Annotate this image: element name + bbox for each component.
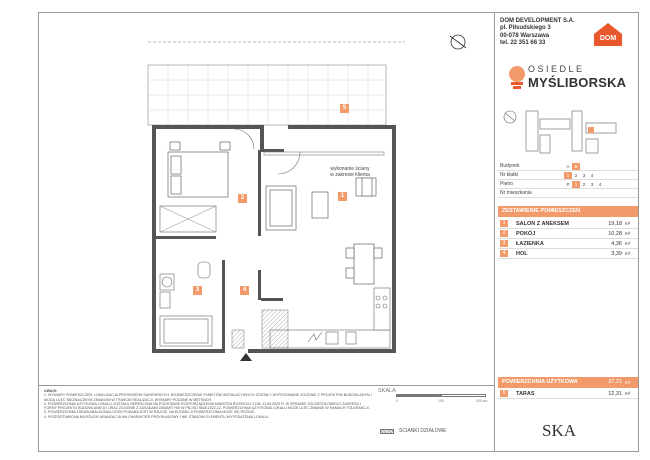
dom-logo-text: DOM bbox=[599, 35, 617, 42]
developer-city: 00-078 Warszawa bbox=[500, 32, 550, 39]
walls-legend bbox=[380, 428, 447, 434]
room-area: 10,28 bbox=[608, 230, 622, 237]
cell: 2 bbox=[582, 181, 586, 187]
plan-note: wykonanie ściany w zakresie klienta bbox=[330, 166, 370, 178]
notes-divider bbox=[38, 385, 495, 386]
terrace-name: TARAS bbox=[516, 390, 535, 397]
scale-tick-0: 0 bbox=[396, 399, 398, 403]
notes-block bbox=[44, 389, 374, 419]
building-info-table bbox=[498, 162, 638, 198]
floor-plan bbox=[120, 30, 460, 370]
room-row bbox=[498, 229, 638, 239]
row-label: Piętro bbox=[500, 181, 514, 187]
terrace-area: 12,31 bbox=[608, 390, 622, 397]
room-num: 2 bbox=[500, 230, 508, 237]
dom-logo bbox=[592, 20, 624, 48]
room-label-4: 4 bbox=[240, 286, 249, 295]
row-budynek bbox=[498, 162, 638, 171]
terrace-unit: m² bbox=[625, 391, 631, 396]
room-name: SALON Z ANEKSEM bbox=[516, 220, 569, 227]
row-label: Budynek bbox=[500, 163, 520, 169]
room-name: HOL bbox=[516, 250, 528, 257]
developer-street: pl. Piłsudskiego 3 bbox=[500, 25, 551, 32]
usable-area bbox=[498, 377, 638, 388]
scale-tick-200: 200 cm bbox=[476, 399, 488, 403]
note-2: 2. POWIERZCHNIA UŻYTKOWA LOKALU ZOSTAŁA OKREŚLONA NA PODSTAWIE ROZPORZĄDZENIA MINISTRA ROZWOJU Z DN. 11.09.2020 R. W SPRAWIE SZCZEGÓŁOWEGO ZAKRESU I FORMY PROJEKTU BUDOWLANEGO ORAZ ZGODNIE Z ZASADAMI ZAWARTYMI W PN-ISO 9836:2022-12. POWIERZCHNIA UŻYTKOWA LOKALU MOŻE ULEC ZMIANIE W RAMACH TOLERANCJI. bbox=[44, 401, 370, 411]
project-logo-icon bbox=[508, 64, 526, 94]
room-label-5: 5 bbox=[340, 104, 349, 113]
project-logo bbox=[508, 62, 633, 98]
room-unit: m² bbox=[625, 231, 631, 236]
site-key-plan bbox=[498, 105, 638, 160]
room-label-3: 3 bbox=[193, 286, 202, 295]
room-label-1: 1 bbox=[338, 192, 347, 201]
cell: 2 bbox=[574, 172, 578, 178]
row-klatka bbox=[498, 171, 638, 180]
developer-info bbox=[500, 18, 600, 47]
ska-logo bbox=[540, 418, 580, 440]
terrace-row bbox=[498, 389, 638, 399]
cell: 3 bbox=[590, 181, 594, 187]
room-row bbox=[498, 219, 638, 229]
room-area: 19,18 bbox=[608, 220, 622, 227]
scale-tick-100: 100 bbox=[438, 399, 444, 403]
row-label: Nr klatki bbox=[500, 172, 519, 178]
row-nr-mieszkania bbox=[498, 189, 638, 198]
room-unit: m² bbox=[625, 251, 631, 256]
room-label-2: 2 bbox=[238, 194, 247, 203]
cell: 4 bbox=[598, 181, 602, 187]
scale-bar bbox=[378, 388, 490, 408]
row-pietro bbox=[498, 180, 638, 189]
scale-graphic bbox=[396, 394, 486, 397]
rooms-list bbox=[498, 219, 638, 259]
terrace-num: 5 bbox=[500, 390, 508, 397]
cell: 4 bbox=[590, 172, 594, 178]
room-num: 1 bbox=[500, 220, 508, 227]
room-row bbox=[498, 239, 638, 249]
cell: P bbox=[566, 181, 570, 187]
cell: A bbox=[566, 163, 570, 169]
room-unit: m² bbox=[625, 241, 631, 246]
room-num: 3 bbox=[500, 240, 508, 247]
room-num: 4 bbox=[500, 250, 508, 257]
usable-area-unit: m² bbox=[625, 380, 631, 385]
cell-active: B bbox=[572, 163, 580, 170]
developer-phone: tel. 22 351 66 33 bbox=[500, 39, 546, 46]
ska-logo-text: SKA bbox=[542, 421, 577, 440]
walls-legend-label: ŚCIANKI DZIAŁOWE bbox=[399, 428, 447, 434]
note-1: 1. WYMIARY POMIESZCZEŃ, LOKALIZACJA PRZYBORÓW SANITARNYCH, ROZMIESZCZENIE PUNKTÓW INSTALACYJNYCH ZOSTAŁY WYRYSOWANE ZGODNIE Z PROJEKTEM BUDOWLANYM I MOGĄ ULEC NIEZNACZNYM ZMIANOM W TRAKCIE REALIZACJI. WYMIARY PODANE W METRACH. bbox=[44, 393, 372, 402]
cell-active: 1 bbox=[572, 181, 580, 188]
panel-divider bbox=[494, 12, 495, 452]
hatch-swatch bbox=[380, 429, 394, 434]
rooms-title: ZESTAWIENIE POMIESZCZEŃ bbox=[498, 206, 638, 217]
usable-area-value: 37,21 bbox=[608, 379, 622, 385]
developer-name: DOM DEVELOPMENT S.A. bbox=[500, 18, 575, 24]
note-4: 4. PRZEDSTAWIONA NA RZUCIE ARANŻACJA MA CHARAKTER PRZYKŁADOWY I NIE STANOWI ELEMENTU WYPOSAŻENIA LOKALU. bbox=[44, 414, 270, 419]
room-unit: m² bbox=[625, 221, 631, 226]
cell-active: 1 bbox=[564, 172, 572, 179]
room-name: ŁAZIENKA bbox=[516, 240, 544, 247]
room-area: 4,36 bbox=[611, 240, 622, 247]
project-name: MYŚLIBORSKA bbox=[528, 75, 627, 90]
floor-plan-drawing bbox=[120, 30, 460, 370]
notes-label: UWAGI: bbox=[44, 389, 58, 393]
note-3: 3. POWIERZCHNIA TARASU/BALKONU/LOGGII PODANA JEST W RZUCIE. NA ELEWACJI POWIERZCHNIA MOŻE SIĘ RÓŻNIĆ. bbox=[44, 410, 256, 415]
cell: 3 bbox=[582, 172, 586, 178]
room-area: 3,39 bbox=[611, 250, 622, 257]
usable-area-label: POWIERZCHNIA UŻYTKOWA bbox=[502, 379, 578, 385]
room-row bbox=[498, 249, 638, 259]
project-prefix: OSIEDLE bbox=[528, 64, 585, 74]
terrace-row-wrap bbox=[498, 389, 638, 399]
room-name: POKÓJ bbox=[516, 230, 536, 237]
scale-label: SKALA bbox=[378, 388, 396, 394]
row-label: Nr mieszkania bbox=[500, 190, 532, 196]
